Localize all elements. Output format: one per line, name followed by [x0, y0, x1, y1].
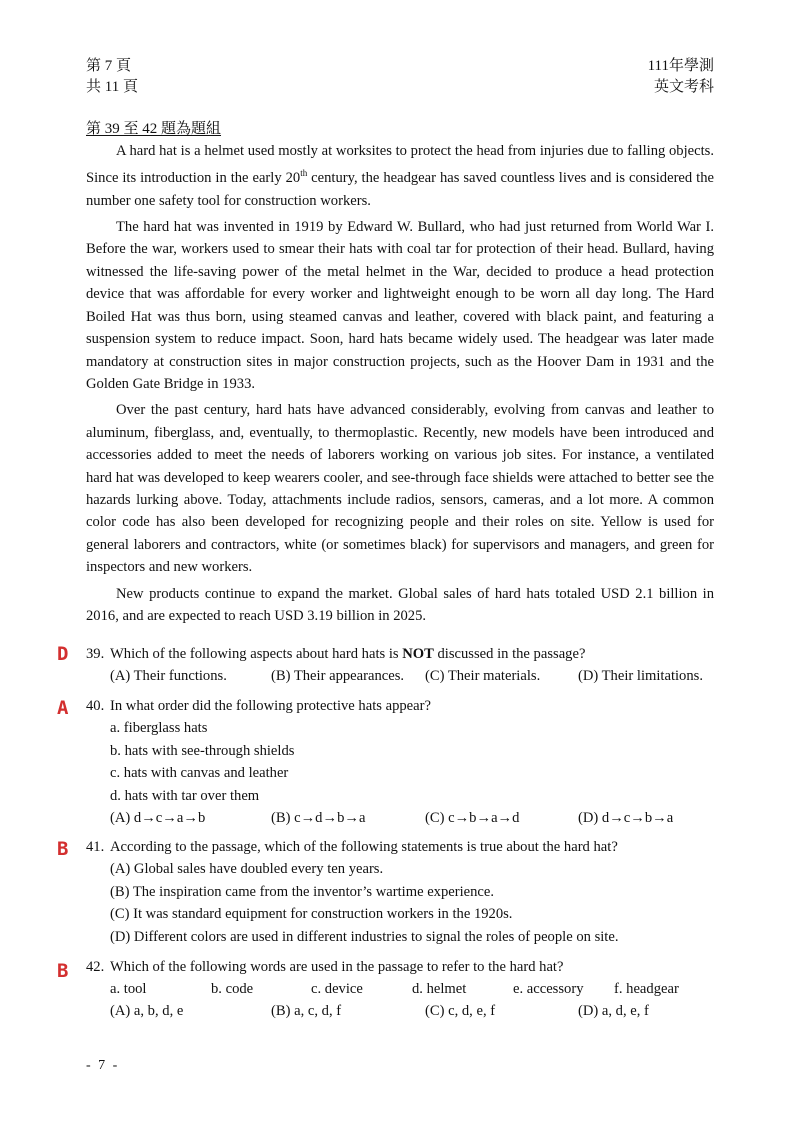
q41-option-d: (D) Different colors are used in different industries to signal the roles of people on site.: [110, 928, 619, 945]
p1-text-a: A hard hat is a helmet used mostly at worksites to protect the head from injuries due to falling objects. Since its introduction in the early 20: [86, 143, 714, 187]
q39-stem-a: Which of the following aspects about hard hats is: [110, 646, 403, 662]
q40-option-c: (C) c→b→a→d: [425, 810, 520, 826]
q40-option-b: (B) c→d→b→a: [271, 810, 366, 826]
q40-option-a: (A) d→c→a→b: [110, 810, 206, 826]
q42-option-d: (D) a, d, e, f: [578, 1003, 649, 1019]
question-42-options: [86, 1000, 726, 1022]
q41-option-b: (B) The inspiration came from the inventor’s wartime experience.: [110, 883, 495, 900]
q42-word-e: e. accessory: [513, 981, 584, 997]
q39-option-c: (C) Their materials.: [425, 668, 541, 684]
q42-word-d: d. helmet: [412, 981, 467, 997]
question-40: [86, 695, 726, 829]
q42-option-a: (A) a, b, d, e: [110, 1003, 184, 1019]
question-39-stem: [86, 643, 726, 665]
q42-word-f: f. headgear: [614, 981, 679, 997]
q40-item-d: d. hats with tar over them: [110, 787, 260, 804]
passage-paragraph-4: New products continue to expand the market. Global sales of hard hats totaled USD 2.1 billion in 2016, and are expected to reach USD 3.19 billion in 2025.: [86, 585, 714, 624]
page-header-right: [648, 56, 714, 98]
total-pages-label: 共 11 頁: [86, 79, 138, 95]
question-42-number: 42.: [86, 959, 105, 975]
q40-item-a: a. fiberglass hats: [110, 720, 208, 736]
q40-stem-text: In what order did the following protective hats appear?: [110, 698, 431, 714]
q42-word-a: a. tool: [110, 981, 147, 997]
question-group-title: 第 39 至 42 題為題組: [86, 121, 222, 137]
p1-text-b: century, the headgear has saved countless lives and is considered the number one safety tool for construction workers.: [86, 170, 714, 209]
question-41-stem: [86, 836, 726, 858]
q39-stem-b: discussed in the passage?: [433, 646, 586, 662]
q39-option-d: (D) Their limitations.: [578, 668, 703, 684]
question-41-number: 41.: [86, 839, 105, 855]
q42-word-b: b. code: [211, 981, 254, 997]
q41-option-c: (C) It was standard equipment for construction workers in the 1920s.: [110, 906, 513, 922]
question-41: [86, 836, 726, 948]
answer-mark-42: B: [57, 960, 69, 982]
question-40-number: 40.: [86, 698, 105, 714]
q42-word-c: c. device: [311, 981, 363, 997]
q40-item-b: b. hats with see-through shields: [110, 742, 295, 759]
question-39-options: [86, 665, 726, 687]
question-42-stem: [86, 956, 726, 978]
page-footer-number: - 7 -: [86, 1058, 120, 1073]
subject-title: 英文考科: [653, 79, 714, 95]
question-39: [86, 643, 726, 687]
answer-mark-41: B: [57, 838, 69, 860]
q42-stem-text: Which of the following words are used in the passage to refer to the hard hat?: [110, 959, 564, 975]
p1-superscript: th: [300, 168, 308, 179]
reading-passage: [86, 140, 714, 631]
q39-option-a: (A) Their functions.: [110, 668, 227, 684]
question-42: [86, 956, 726, 1022]
q40-option-d: (D) d→c→b→a: [578, 810, 674, 826]
question-40-stem: [86, 695, 726, 717]
page-header-left: [86, 56, 138, 98]
question-40-options: [86, 807, 726, 829]
q41-stem-text: According to the passage, which of the following statements is true about the hard hat?: [110, 839, 618, 855]
q40-item-c: c. hats with canvas and leather: [110, 765, 289, 781]
q42-option-c: (C) c, d, e, f: [425, 1003, 496, 1019]
q42-option-b: (B) a, c, d, f: [271, 1003, 342, 1019]
q39-stem-bold: NOT: [402, 646, 434, 662]
q39-option-b: (B) Their appearances.: [271, 668, 405, 684]
passage-paragraph-2: The hard hat was invented in 1919 by Edward W. Bullard, who had just returned from World War I. Before the war, workers used to smear their hats with coal tar for protection of their head. Bullard, having witnessed the life-saving power of the metal helmet in the War, decided to produce a head protection device that was affordable for every worker and lightweight enough to be worn all day long. The Hard Boiled Hat was thus born, using steamed canvas and leather, covered with black paint, and featuring a suspension system to reduce impact. Soon, hard hats became widely used. The headgear was later made mandatory at construction sites in major construction projects, such as the Hoover Dam in 1931 and the Golden Gate Bridge in 1933.: [86, 219, 714, 392]
passage-paragraph-3: Over the past century, hard hats have advanced considerably, evolving from canvas and leather to aluminum, fiberglass, and, eventually, to thermoplastic. Recently, new models have been introduced and accessories added to meet the needs of laborers working on various job sites. For instance, a ventilated hard hat was developed to keep wearers cooler, and see-through face shields were attached to better see the hazards lurking above. Today, attachments include radios, sensors, cameras, and a lot more. A common color code has also been developed for recognizing people and their roles on site. Yellow is used for general laborers and contractors, white (or sometimes black) for supervisors and managers, and green for inspectors and new workers.: [86, 402, 714, 576]
question-39-number: 39.: [86, 646, 105, 662]
q41-option-a: (A) Global sales have doubled every ten years.: [110, 861, 384, 877]
exam-title: 111年學測: [647, 58, 714, 74]
page-number-label: 第 7 頁: [86, 58, 132, 74]
answer-mark-40: A: [57, 697, 69, 719]
answer-mark-39: D: [57, 643, 69, 665]
question-42-word-list: [86, 978, 726, 1000]
passage-paragraph-1: [86, 140, 714, 212]
